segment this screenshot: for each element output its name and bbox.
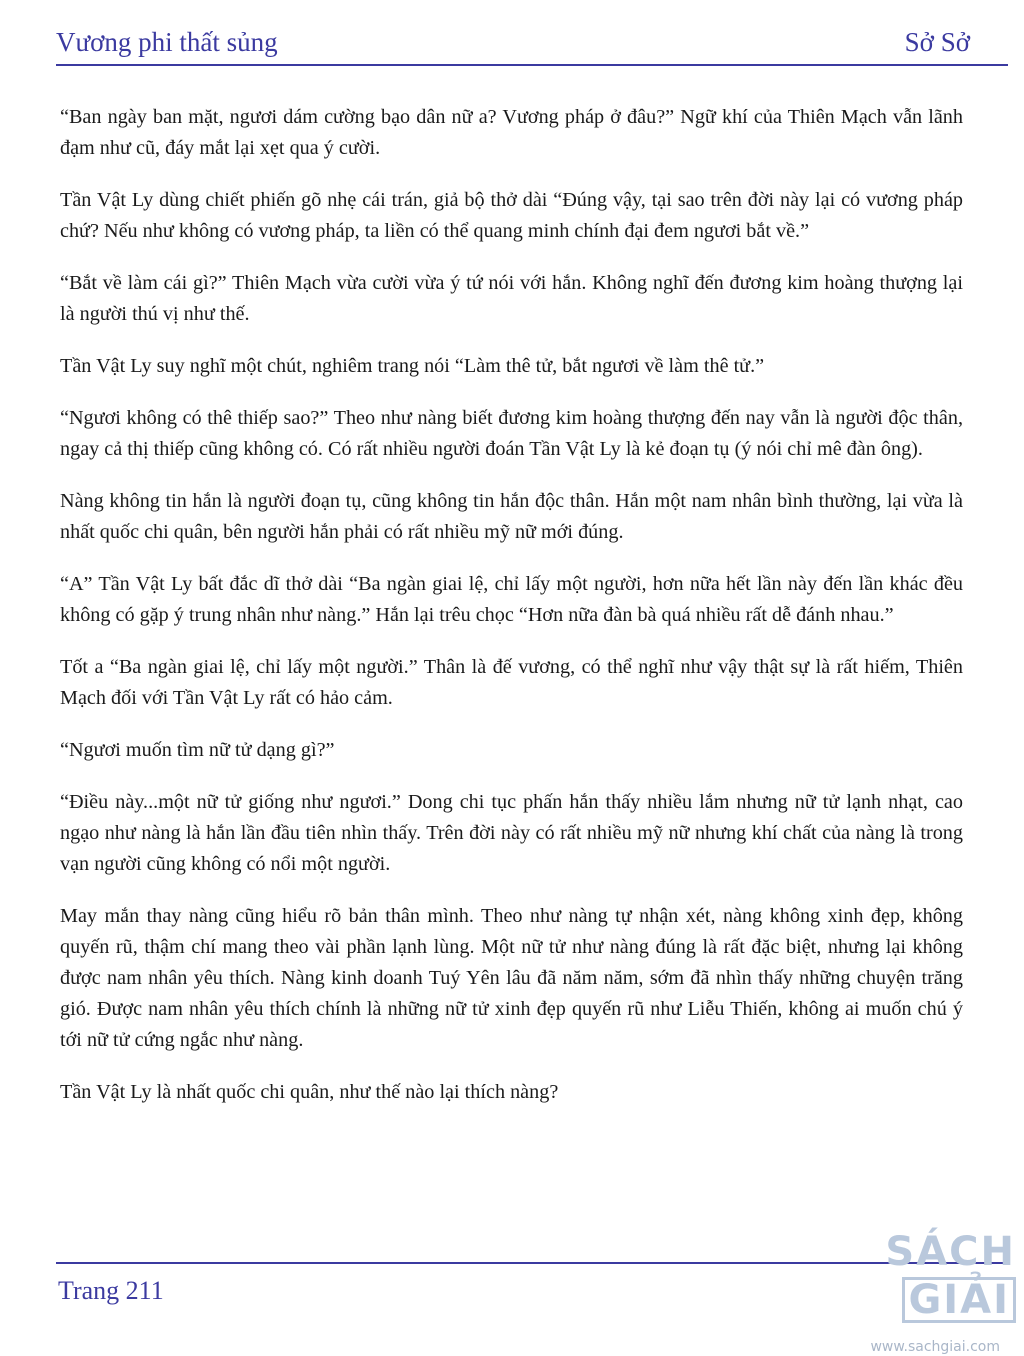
watermark-url: www.sachgiai.com bbox=[870, 1339, 1000, 1355]
logo-text-left: SÁCH bbox=[885, 1229, 1016, 1275]
paragraph: “Ngươi muốn tìm nữ tử dạng gì?” bbox=[60, 739, 335, 761]
watermark-logo-text bbox=[820, 1228, 1020, 1324]
paragraph: “Điều này...một nữ tử giống như ngươi.” Dong chi tục phấn hắn thấy nhiều lắm nhưng nữ tử lạnh nhạt, cao ngạo như nàng là hắn lần đầu tiên nhìn thấy. Trên đời này có rất nhiều mỹ nữ nhưng khí chất của nàng là trong vạn người cũng không có nổi một người. bbox=[60, 791, 963, 875]
author-name: Sở Sở bbox=[904, 27, 970, 57]
paragraph: “A” Tần Vật Ly bất đắc dĩ thở dài “Ba ngàn giai lệ, chỉ lấy một người, hơn nữa hết lần này đến lần khác đều không có gặp ý trung nhân như nàng.” Hắn lại trêu chọc “Hơn nữa đàn bà quá nhiều rất dễ đánh nhau.” bbox=[60, 573, 963, 626]
book-title: Vương phi thất sủng bbox=[56, 27, 278, 57]
paragraph: Tần Vật Ly là nhất quốc chi quân, như thế nào lại thích nàng? bbox=[60, 1081, 559, 1103]
paragraph: Nàng không tin hắn là người đoạn tụ, cũng không tin hắn độc thân. Hắn một nam nhân bình thường, lại vừa là nhất quốc chi quân, bên người hắn phải có rất nhiều mỹ nữ mới đúng. bbox=[60, 490, 963, 543]
paragraph: “Ngươi không có thê thiếp sao?” Theo như nàng biết đương kim hoàng thượng đến nay vẫn là người độc thân, ngay cả thị thiếp cũng không có. Có rất nhiều người đoán Tần Vật Ly là kẻ đoạn tụ (ý nói chỉ mê đàn ông). bbox=[60, 407, 963, 460]
paragraph: “Ban ngày ban mặt, ngươi dám cường bạo dân nữ a? Vương pháp ở đâu?” Ngữ khí của Thiên Mạch vẫn lãnh đạm như cũ, đáy mắt lại xẹt qua ý cười. bbox=[60, 106, 963, 159]
logo-text-boxed: GIẢI bbox=[902, 1277, 1016, 1323]
paragraph: May mắn thay nàng cũng hiểu rõ bản thân mình. Theo như nàng tự nhận xét, nàng không xinh đẹp, không quyến rũ, thậm chí mang theo vài phần lạnh lùng. Một nữ tử như nàng đúng là rất đặc biệt, nhưng lại không được nam nhân yêu thích. Nàng kinh doanh Tuý Yên lâu đã năm năm, sớm đã nhìn thấy những chuyện trăng gió. Được nam nhân yêu thích chính là những nữ tử xinh đẹp quyến rũ như Liễu Thiến, không ai muốn chú ý tới nữ tử cứng ngắc như nàng. bbox=[60, 905, 963, 1051]
page-header bbox=[56, 24, 1008, 66]
page-number: Trang 211 bbox=[58, 1276, 164, 1305]
watermark-logo bbox=[820, 1228, 1020, 1355]
paragraph: Tần Vật Ly suy nghĩ một chút, nghiêm trang nói “Làm thê tử, bắt ngươi về làm thê tử.” bbox=[60, 355, 765, 377]
paragraph: Tốt a “Ba ngàn giai lệ, chỉ lấy một người.” Thân là đế vương, có thể nghĩ như vậy thật sự là rất hiếm, Thiên Mạch đối với Tần Vật Ly rất có hảo cảm. bbox=[60, 656, 963, 709]
paragraph: Tần Vật Ly dùng chiết phiến gõ nhẹ cái trán, giả bộ thở dài “Đúng vậy, tại sao trên đời này lại có vương pháp chứ? Nếu như không có vương pháp, ta liền có thể quang minh chính đại đem ngươi bắt về.” bbox=[60, 189, 963, 242]
page-body bbox=[60, 102, 963, 1129]
paragraph: “Bắt về làm cái gì?” Thiên Mạch vừa cười vừa ý tứ nói với hắn. Không nghĩ đến đương kim hoàng thượng lại là người thú vị như thế. bbox=[60, 272, 963, 325]
